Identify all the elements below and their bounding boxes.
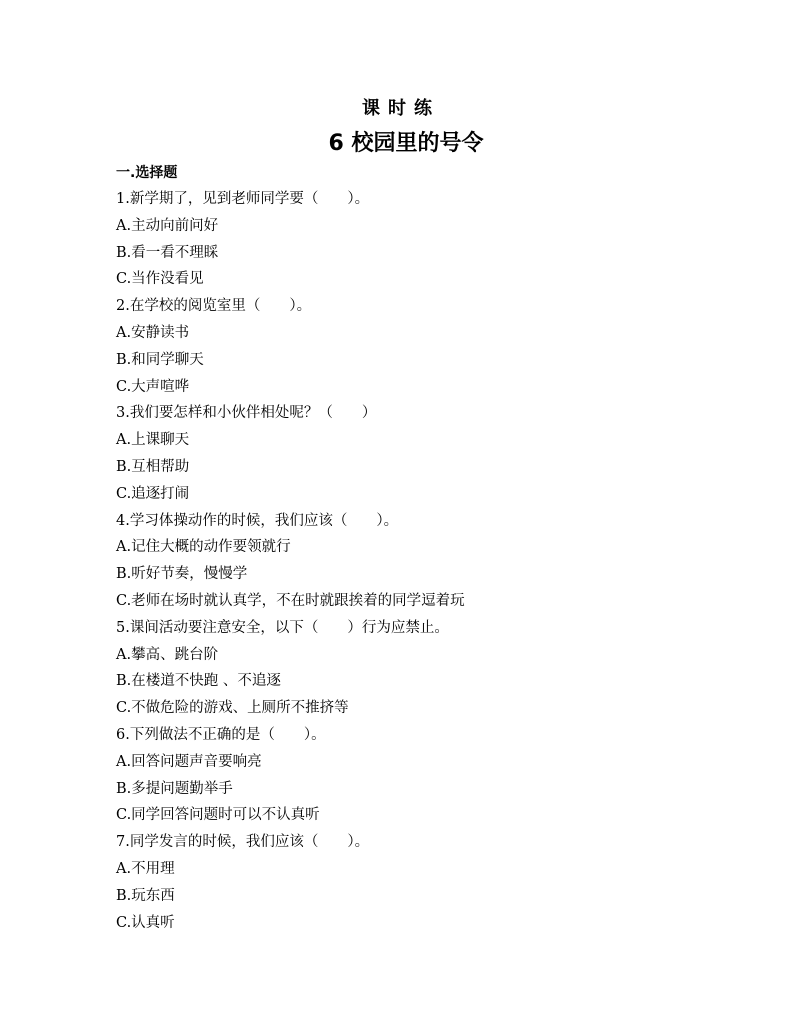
- option-b: B.在楼道不快跑 、不追逐: [116, 673, 281, 690]
- option-a: A.上课聊天: [116, 432, 190, 449]
- option-b: B.多提问题勤举手: [116, 780, 233, 797]
- header-label: 课时练: [362, 98, 440, 119]
- question-4: [116, 508, 716, 615]
- option-a: A.主动向前问好: [116, 217, 219, 234]
- option-b: B.看一看不理睬: [116, 244, 219, 261]
- option-b: B.互相帮助: [116, 458, 190, 475]
- option-c: C.追逐打闹: [116, 485, 190, 502]
- option-c: C.老师在场时就认真学，不在时就跟挨着的同学逗着玩: [116, 592, 465, 609]
- question-stem: 6.下列做法不正确的是（ ）。: [116, 726, 326, 743]
- question-stem: 5.课间活动要注意安全，以下（ ）行为应禁止。: [116, 619, 449, 636]
- page-title: 6 校园里的号令: [328, 131, 484, 156]
- question-2: [116, 293, 716, 400]
- question-stem: 4.学习体操动作的时候，我们应该（ ）。: [116, 512, 399, 529]
- option-a: A.回答问题声音要响亮: [116, 753, 262, 770]
- question-3: [116, 400, 716, 507]
- option-a: A.攀高、跳台阶: [116, 646, 219, 663]
- question-7: [116, 829, 716, 936]
- option-b: B.和同学聊天: [116, 351, 204, 368]
- option-c: C.大声喧哗: [116, 378, 190, 395]
- question-list: [116, 160, 716, 936]
- option-c: C.认真听: [116, 914, 175, 931]
- option-b: B.玩东西: [116, 887, 175, 904]
- question-1: [116, 186, 716, 293]
- question-stem: 3.我们要怎样和小伙伴相处呢？（ ）: [116, 405, 377, 422]
- option-c: C.当作没看见: [116, 271, 204, 288]
- question-6: [116, 722, 716, 829]
- question-stem: 7.同学发言的时候，我们应该（ ）。: [116, 834, 370, 851]
- option-a: A.不用理: [116, 860, 175, 877]
- option-a: A.记住大概的动作要领就行: [116, 539, 291, 556]
- option-c: C.不做危险的游戏、上厕所不推挤等: [116, 700, 349, 717]
- option-b: B.听好节奏，慢慢学: [116, 566, 248, 583]
- question-stem: 1.新学期了，见到老师同学要（ ）。: [116, 191, 370, 207]
- option-c: C.同学回答问题时可以不认真听: [116, 807, 320, 824]
- question-5: [116, 615, 716, 722]
- option-a: A.安静读书: [116, 324, 190, 341]
- question-stem: 2.在学校的阅览室里（ ）。: [116, 298, 312, 315]
- section-heading: 一.选择题: [116, 165, 178, 181]
